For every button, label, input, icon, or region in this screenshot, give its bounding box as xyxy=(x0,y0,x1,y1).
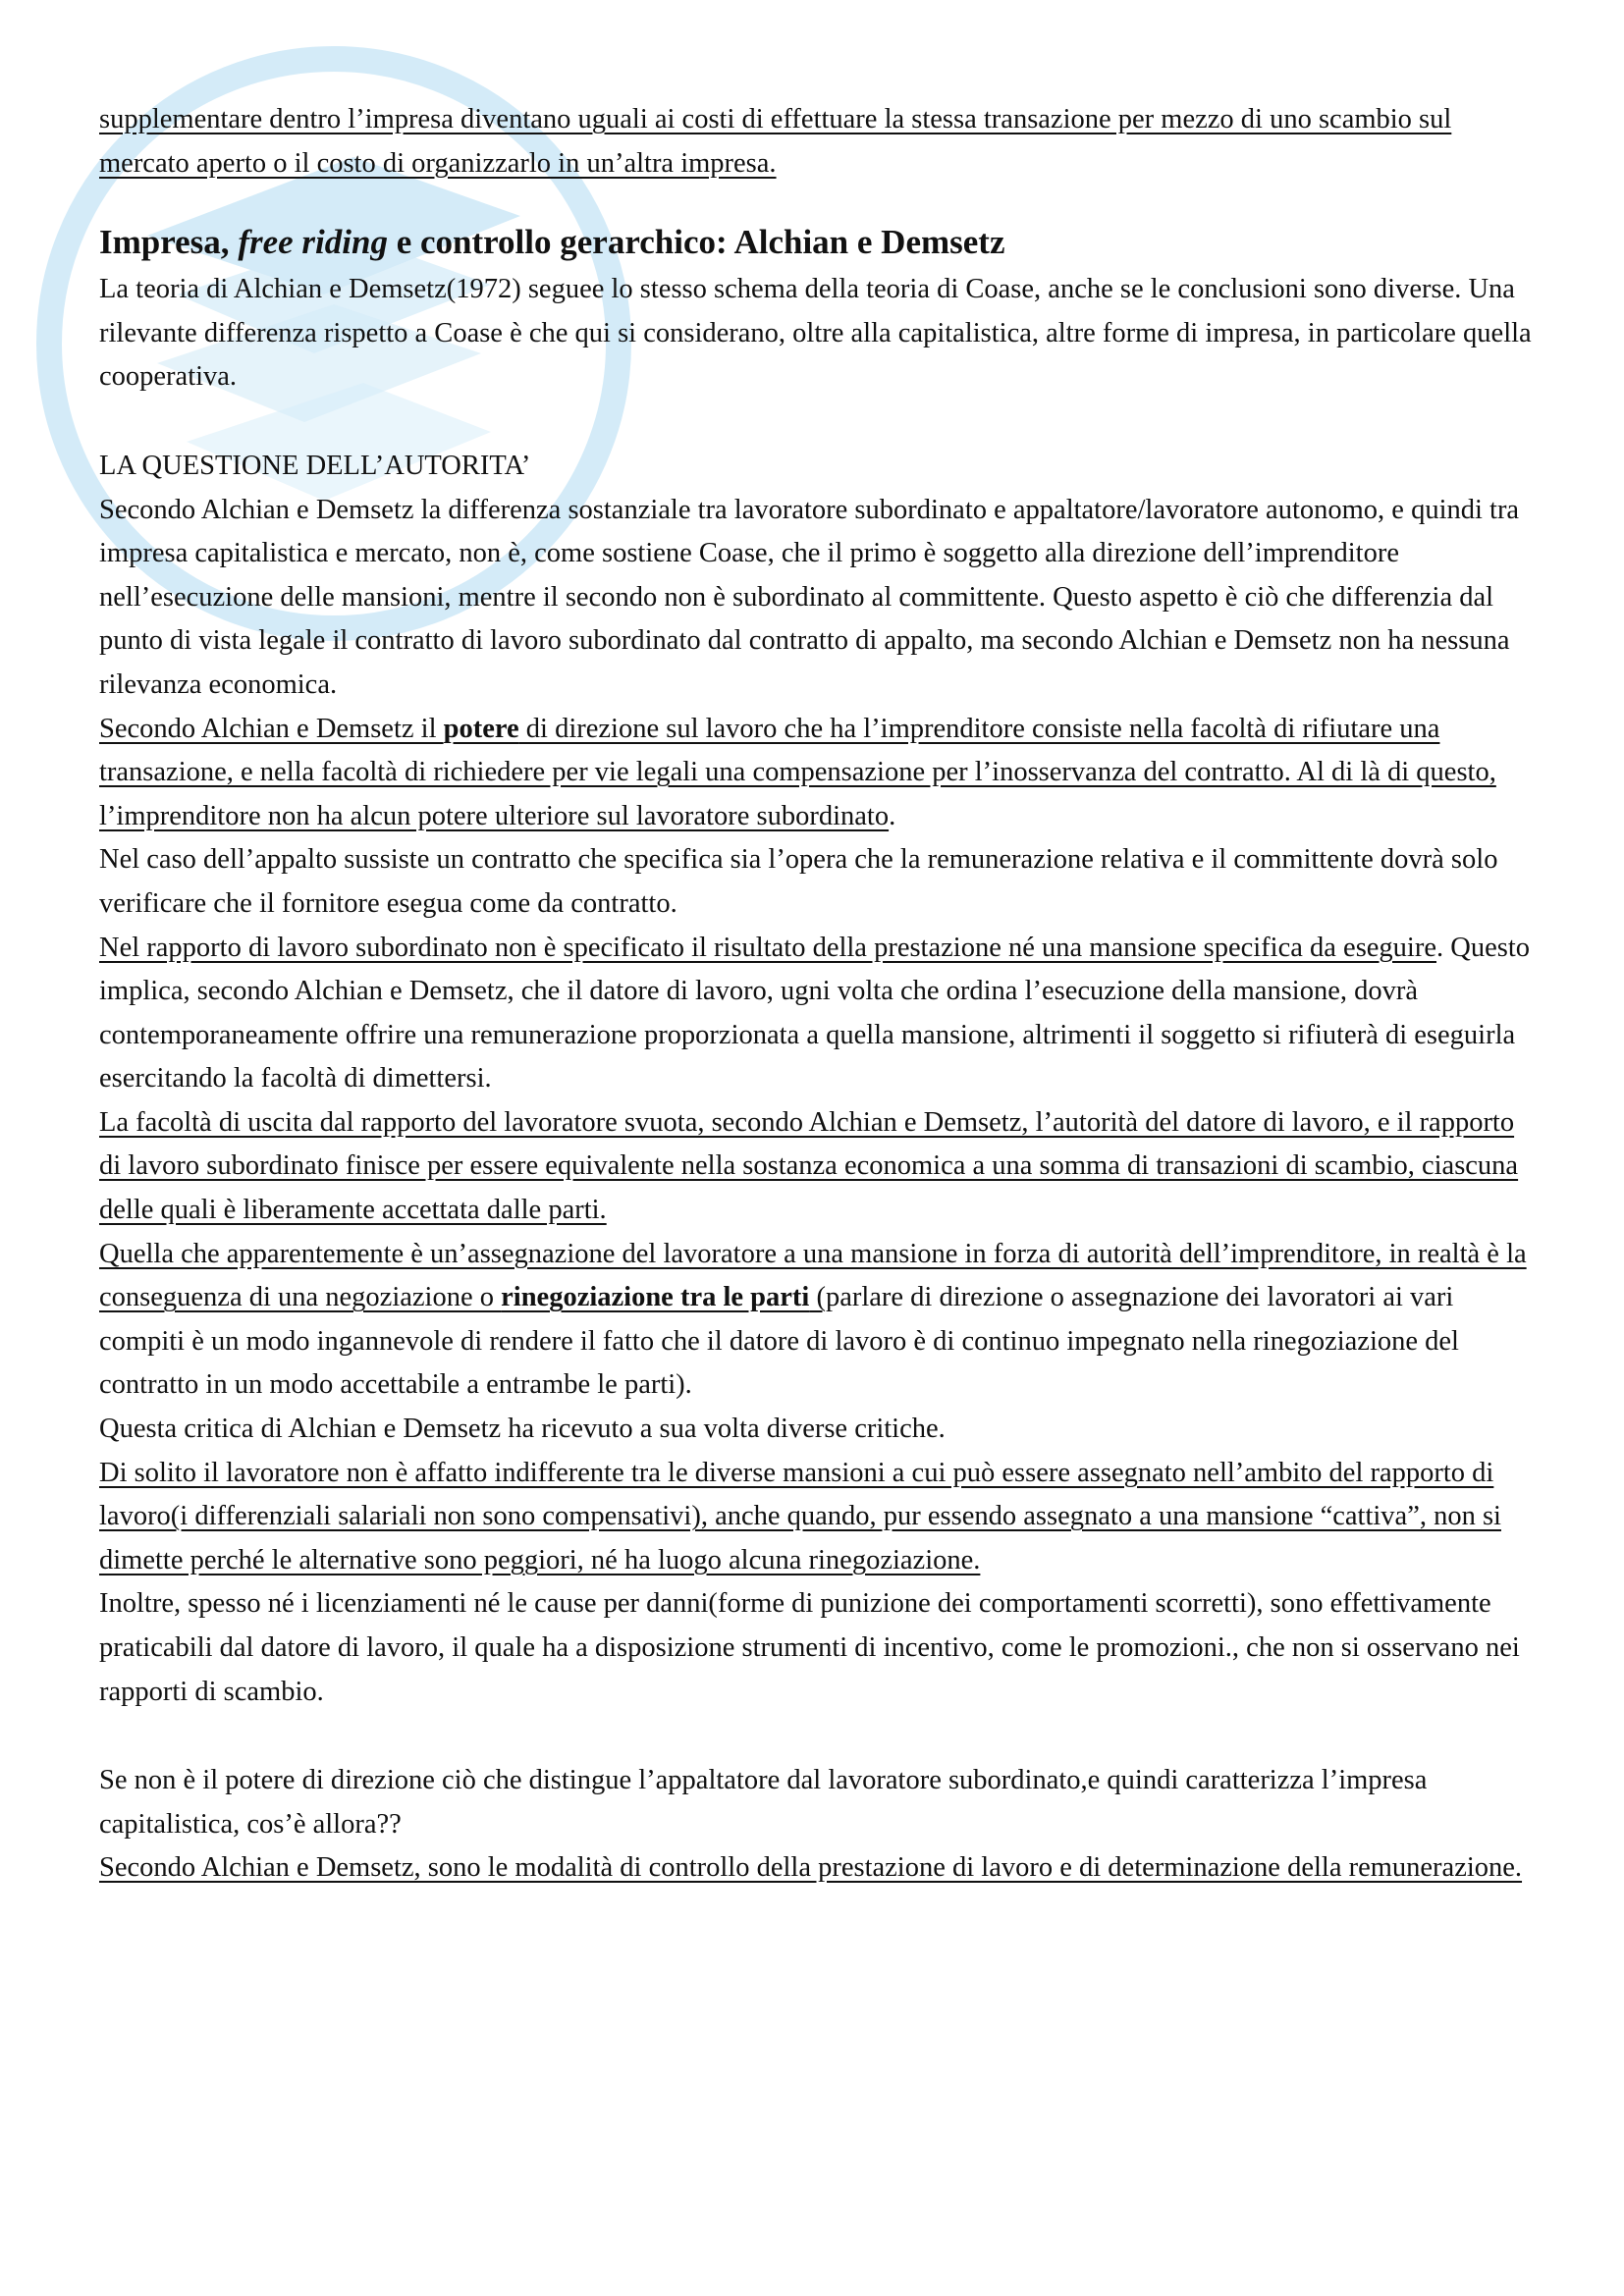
power-bold: potere xyxy=(443,713,519,744)
paragraph-question: Se non è il potere di direzione ciò che distingue l’appaltatore dal lavoratore subordinato,e quindi caratterizza l’impresa capitalistica, cos’è allora?? xyxy=(99,1765,1428,1840)
power-text-a: Secondo Alchian e Demsetz il xyxy=(99,713,444,744)
paragraph-critica: Questa critica di Alchian e Demsetz ha ricevuto a sua volta diverse critiche. xyxy=(99,1414,946,1445)
paragraph-indifferente: Di solito il lavoratore non è affatto indifferente tra le diverse mansioni a cui può essere assegnato nell’ambito del rapporto di lavoro(i differenziali salariali non sono compensativi), anche quando, pur essendo assegnato a una mansione “cattiva”, non si dimette perché le alternative sono peggiori, né ha luogo alcuna rinegoziazione. xyxy=(99,1457,1501,1575)
subordinato-rest: . Questo implica, secondo Alchian e Demsetz, che il datore di lavoro, ugni volta che ordina l’esecuzione della mansione, dovrà contemporaneamente offrire una remunerazione proporzionata a quella mansione, altrimenti il soggetto si rifiuterà di eseguirla esercitando la facoltà di dimettersi. xyxy=(99,932,1530,1095)
paragraph-assegnazione xyxy=(99,1233,1533,1408)
paragraph-answer: Secondo Alchian e Demsetz, sono le modalità di controllo della prestazione di lavoro e di determinazione della remunerazione. xyxy=(99,1852,1523,1884)
assegnazione-bold: rinegoziazione tra le parti xyxy=(501,1282,810,1313)
assegnazione-paren: ( xyxy=(809,1282,826,1313)
document-page xyxy=(99,98,1533,1891)
heading-italic: free riding xyxy=(238,223,388,262)
paragraph-subordinato xyxy=(99,927,1533,1101)
paragraph-uscita: La facoltà di uscita dal rapporto del lavoratore svuota, secondo Alchian e Demsetz, l’autorità del datore di lavoro, e il rapporto di lavoro subordinato finisce per essere equivalente nella sostanza economica a una somma di transazioni di scambio, ciascuna delle quali è liberamente accettata dalle parti. xyxy=(99,1106,1519,1226)
paragraph-appalto: Nel caso dell’appalto sussiste un contratto che specifica sia l’opera che la remunerazione relativa e il committente dovrà solo verificare che il fornitore esegua come da contratto. xyxy=(99,844,1498,919)
assegnazione-text-a: Quella che apparentemente è un’assegnazione del lavoratore a una mansione in forza di autorità dell’imprenditore, in realtà è la conseguenza di una negoziazione o xyxy=(99,1238,1527,1313)
paragraph-difference: Secondo Alchian e Demsetz la differenza sostanziale tra lavoratore subordinato e appaltatore/lavoratore autonomo, e quindi tra impresa capitalistica e mercato, non è, come sostiene Coase, che il primo è soggetto alla direzione dell’imprenditore nell’esecuzione delle mansioni, mentre il secondo non è subordinato al committente. Questo aspetto è ciò che differenzia dal punto di vista legale il contratto di lavoro subordinato dal contratto di appalto, ma secondo Alchian e Demsetz non ha nessuna rilevanza economica. xyxy=(99,494,1520,700)
section-heading xyxy=(99,219,1533,266)
subsection-title: LA QUESTIONE DELL’AUTORITA’ xyxy=(99,450,531,481)
assegnazione-rest: parlare di direzione o assegnazione dei lavoratori ai vari compiti è un modo ingannevole di rendere il fatto che il datore di lavoro è di continuo impegnato nella rinegoziazione del contratto in un modo accettabile a entrambe le parti). xyxy=(99,1282,1459,1401)
paragraph-power xyxy=(99,708,1533,839)
heading-part-1: Impresa, xyxy=(99,223,239,262)
heading-part-3: e controllo gerarchico: Alchian e Demsetz xyxy=(387,223,1005,262)
power-text-c: di direzione sul lavoro che ha l’imprenditore consiste nella facoltà di rifiutare una transazione, e nella facoltà di richiedere per vie legali una compensazione per l’inosservanza del contratto. Al di là di questo, l’imprenditore non ha alcun potere ulteriore sul lavoratore subordinato xyxy=(99,713,1496,831)
paragraph-intro: supplementare dentro l’impresa diventano uguali ai costi di effettuare la stessa transazione per mezzo di uno scambio sul mercato aperto o il costo di organizzarlo in un’altra impresa. xyxy=(99,104,1452,179)
power-text-d: . xyxy=(889,800,896,831)
subordinato-underlined: Nel rapporto di lavoro subordinato non è specificato il risultato della prestazione né una mansione specifica da eseguire xyxy=(99,932,1436,963)
paragraph-theory: La teoria di Alchian e Demsetz(1972) seguee lo stesso schema della teoria di Coase, anche se le conclusioni sono diverse. Una rilevante differenza rispetto a Coase è che qui si considerano, oltre alla capitalistica, altre forme di impresa, in particolare quella cooperativa. xyxy=(99,274,1532,393)
paragraph-licenziamenti: Inoltre, spesso né i licenziamenti né le cause per danni(forme di punizione dei comportamenti scorretti), sono effettivamente praticabili dal datore di lavoro, il quale ha a disposizione strumenti di incentivo, come le promozioni., che non si osservano nei rapporti di scambio. xyxy=(99,1588,1520,1707)
